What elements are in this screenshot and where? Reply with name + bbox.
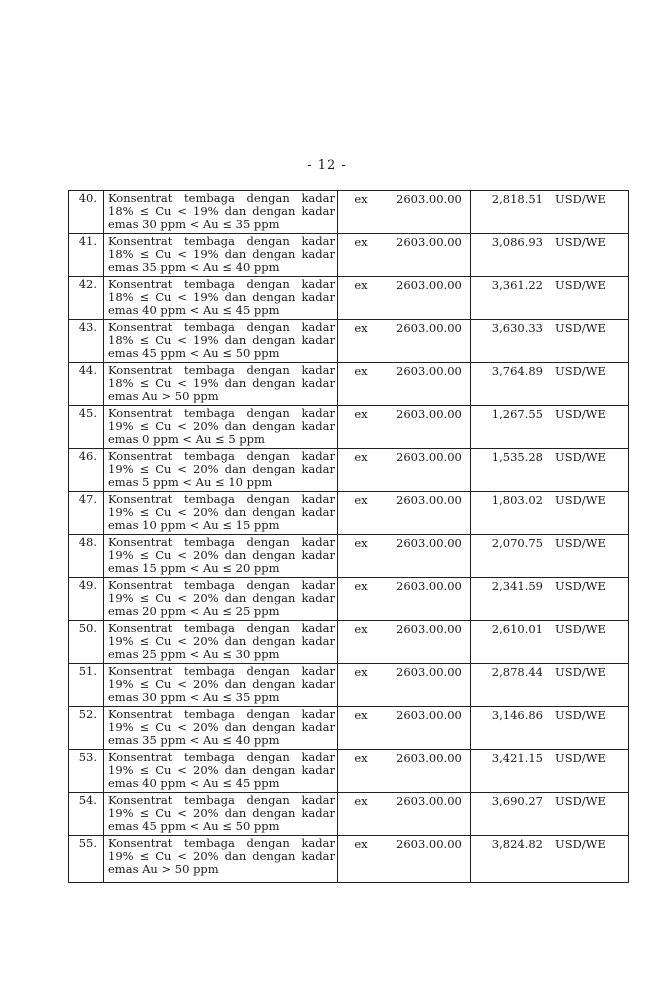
hs-code: 2603.00.00 [396, 665, 462, 679]
export-price-unit: USD/WE [555, 364, 606, 378]
hs-code: 2603.00.00 [396, 407, 462, 421]
export-price-cell [471, 535, 629, 578]
description-line-2: 19% ≤ Cu < 20% dan dengan kadar [108, 591, 335, 605]
ex-marker: ex [354, 364, 368, 378]
description-line-3: emas 20 ppm < Au ≤ 25 ppm [108, 604, 280, 618]
row-number: 54. [69, 793, 104, 836]
hs-code-cell [338, 406, 471, 449]
hs-code: 2603.00.00 [396, 493, 462, 507]
export-price-value: 1,803.02 [491, 493, 543, 507]
ex-marker: ex [354, 407, 368, 421]
description-line-1: Konsentrat tembaga dengan kadar [108, 664, 335, 678]
row-number: 53. [69, 750, 104, 793]
product-description [104, 707, 338, 750]
hs-code: 2603.00.00 [396, 708, 462, 722]
description-line-1: Konsentrat tembaga dengan kadar [108, 793, 335, 807]
description-line-3: emas Au > 50 ppm [108, 862, 219, 876]
description-line-2: 18% ≤ Cu < 19% dan dengan kadar [108, 290, 335, 304]
row-number: 45. [69, 406, 104, 449]
description-line-2: 19% ≤ Cu < 20% dan dengan kadar [108, 462, 335, 476]
table-row [69, 449, 629, 492]
description-line-2: 18% ≤ Cu < 19% dan dengan kadar [108, 333, 335, 347]
export-price-value: 2,818.51 [491, 192, 543, 206]
description-line-1: Konsentrat tembaga dengan kadar [108, 707, 335, 721]
table-row [69, 664, 629, 707]
row-number: 47. [69, 492, 104, 535]
description-line-3: emas 30 ppm < Au ≤ 35 ppm [108, 690, 280, 704]
hs-code: 2603.00.00 [396, 235, 462, 249]
product-description [104, 277, 338, 320]
hs-code-cell [338, 320, 471, 363]
export-price-cell [471, 449, 629, 492]
hs-code-cell [338, 750, 471, 793]
description-line-1: Konsentrat tembaga dengan kadar [108, 363, 335, 377]
description-line-3: emas 0 ppm < Au ≤ 5 ppm [108, 432, 265, 446]
description-line-3: emas 40 ppm < Au ≤ 45 ppm [108, 776, 280, 790]
ex-marker: ex [354, 192, 368, 206]
product-description [104, 234, 338, 277]
export-price-value: 3,824.82 [491, 837, 543, 851]
table-row [69, 836, 629, 883]
row-number: 48. [69, 535, 104, 578]
export-price-unit: USD/WE [555, 450, 606, 464]
export-price-cell [471, 191, 629, 234]
product-description [104, 621, 338, 664]
description-line-2: 18% ≤ Cu < 19% dan dengan kadar [108, 376, 335, 390]
export-price-cell [471, 277, 629, 320]
description-line-2: 19% ≤ Cu < 20% dan dengan kadar [108, 849, 335, 863]
product-description [104, 363, 338, 406]
table-row [69, 793, 629, 836]
description-line-1: Konsentrat tembaga dengan kadar [108, 406, 335, 420]
row-number: 40. [69, 191, 104, 234]
product-description [104, 492, 338, 535]
description-line-1: Konsentrat tembaga dengan kadar [108, 277, 335, 291]
product-description [104, 578, 338, 621]
hs-code: 2603.00.00 [396, 192, 462, 206]
description-line-1: Konsentrat tembaga dengan kadar [108, 492, 335, 506]
hs-code-cell [338, 621, 471, 664]
ex-marker: ex [354, 751, 368, 765]
row-number: 52. [69, 707, 104, 750]
description-line-3: emas 45 ppm < Au ≤ 50 ppm [108, 819, 280, 833]
description-line-2: 19% ≤ Cu < 20% dan dengan kadar [108, 634, 335, 648]
export-price-unit: USD/WE [555, 794, 606, 808]
export-price-value: 3,690.27 [491, 794, 543, 808]
export-price-unit: USD/WE [555, 192, 606, 206]
description-line-3: emas 35 ppm < Au ≤ 40 ppm [108, 733, 280, 747]
description-line-2: 19% ≤ Cu < 20% dan dengan kadar [108, 806, 335, 820]
hs-code: 2603.00.00 [396, 450, 462, 464]
page-number: - 12 - [307, 158, 347, 173]
export-price-cell [471, 406, 629, 449]
description-line-3: emas 40 ppm < Au ≤ 45 ppm [108, 303, 280, 317]
export-price-value: 1,535.28 [491, 450, 543, 464]
export-price-unit: USD/WE [555, 708, 606, 722]
product-description [104, 836, 338, 883]
export-price-value: 3,361.22 [491, 278, 543, 292]
description-line-3: emas 5 ppm < Au ≤ 10 ppm [108, 475, 273, 489]
export-price-unit: USD/WE [555, 493, 606, 507]
hs-code: 2603.00.00 [396, 321, 462, 335]
table-row [69, 277, 629, 320]
description-line-2: 19% ≤ Cu < 20% dan dengan kadar [108, 505, 335, 519]
hs-code-cell [338, 492, 471, 535]
export-price-unit: USD/WE [555, 665, 606, 679]
description-line-2: 19% ≤ Cu < 20% dan dengan kadar [108, 677, 335, 691]
export-price-cell [471, 492, 629, 535]
product-description [104, 191, 338, 234]
description-line-3: emas 25 ppm < Au ≤ 30 ppm [108, 647, 280, 661]
row-number: 49. [69, 578, 104, 621]
hs-code-cell [338, 191, 471, 234]
description-line-1: Konsentrat tembaga dengan kadar [108, 191, 335, 205]
description-line-2: 18% ≤ Cu < 19% dan dengan kadar [108, 247, 335, 261]
hs-code-cell [338, 836, 471, 883]
hs-code: 2603.00.00 [396, 622, 462, 636]
export-price-value: 3,630.33 [491, 321, 543, 335]
export-price-value: 3,421.15 [491, 751, 543, 765]
hs-code-cell [338, 234, 471, 277]
row-number: 42. [69, 277, 104, 320]
ex-marker: ex [354, 536, 368, 550]
ex-marker: ex [354, 579, 368, 593]
export-price-cell [471, 621, 629, 664]
hs-code: 2603.00.00 [396, 278, 462, 292]
ex-marker: ex [354, 622, 368, 636]
hs-code-cell [338, 449, 471, 492]
description-line-1: Konsentrat tembaga dengan kadar [108, 621, 335, 635]
export-price-unit: USD/WE [555, 579, 606, 593]
export-price-value: 3,764.89 [491, 364, 543, 378]
hs-code-cell [338, 664, 471, 707]
hs-code-cell [338, 535, 471, 578]
description-line-3: emas Au > 50 ppm [108, 389, 219, 403]
table-row [69, 406, 629, 449]
export-price-unit: USD/WE [555, 278, 606, 292]
table-row [69, 234, 629, 277]
description-line-3: emas 45 ppm < Au ≤ 50 ppm [108, 346, 280, 360]
description-line-3: emas 10 ppm < Au ≤ 15 ppm [108, 518, 280, 532]
table-row [69, 320, 629, 363]
ex-marker: ex [354, 278, 368, 292]
hs-code-cell [338, 363, 471, 406]
tariff-table-body [69, 191, 629, 883]
export-price-value: 3,086.93 [491, 235, 543, 249]
product-description [104, 535, 338, 578]
hs-code: 2603.00.00 [396, 794, 462, 808]
hs-code: 2603.00.00 [396, 837, 462, 851]
description-line-2: 19% ≤ Cu < 20% dan dengan kadar [108, 763, 335, 777]
table-row [69, 750, 629, 793]
export-price-unit: USD/WE [555, 407, 606, 421]
table-row [69, 621, 629, 664]
hs-code: 2603.00.00 [396, 751, 462, 765]
export-price-cell [471, 578, 629, 621]
description-line-3: emas 35 ppm < Au ≤ 40 ppm [108, 260, 280, 274]
table-row [69, 191, 629, 234]
export-price-value: 2,610.01 [491, 622, 543, 636]
hs-code: 2603.00.00 [396, 364, 462, 378]
export-price-unit: USD/WE [555, 751, 606, 765]
product-description [104, 406, 338, 449]
table-row [69, 492, 629, 535]
row-number: 55. [69, 836, 104, 883]
export-price-unit: USD/WE [555, 235, 606, 249]
product-description [104, 320, 338, 363]
description-line-2: 19% ≤ Cu < 20% dan dengan kadar [108, 419, 335, 433]
hs-code: 2603.00.00 [396, 536, 462, 550]
export-price-value: 2,341.59 [491, 579, 543, 593]
ex-marker: ex [354, 235, 368, 249]
description-line-3: emas 15 ppm < Au ≤ 20 ppm [108, 561, 280, 575]
product-description [104, 449, 338, 492]
description-line-1: Konsentrat tembaga dengan kadar [108, 449, 335, 463]
ex-marker: ex [354, 708, 368, 722]
export-price-unit: USD/WE [555, 837, 606, 851]
export-price-cell [471, 234, 629, 277]
hs-code-cell [338, 707, 471, 750]
hs-code-cell [338, 277, 471, 320]
export-price-cell [471, 320, 629, 363]
description-line-1: Konsentrat tembaga dengan kadar [108, 836, 335, 850]
row-number: 44. [69, 363, 104, 406]
table-row [69, 707, 629, 750]
row-number: 46. [69, 449, 104, 492]
export-price-cell [471, 363, 629, 406]
description-line-1: Konsentrat tembaga dengan kadar [108, 578, 335, 592]
hs-code-cell [338, 793, 471, 836]
export-price-cell [471, 664, 629, 707]
product-description [104, 793, 338, 836]
export-price-unit: USD/WE [555, 536, 606, 550]
table-row [69, 535, 629, 578]
export-price-value: 2,070.75 [491, 536, 543, 550]
export-price-cell [471, 707, 629, 750]
row-number: 50. [69, 621, 104, 664]
ex-marker: ex [354, 321, 368, 335]
description-line-3: emas 30 ppm < Au ≤ 35 ppm [108, 217, 280, 231]
export-price-cell [471, 750, 629, 793]
description-line-1: Konsentrat tembaga dengan kadar [108, 320, 335, 334]
description-line-1: Konsentrat tembaga dengan kadar [108, 535, 335, 549]
product-description [104, 664, 338, 707]
export-price-cell [471, 836, 629, 883]
export-price-value: 1,267.55 [491, 407, 543, 421]
description-line-1: Konsentrat tembaga dengan kadar [108, 234, 335, 248]
description-line-1: Konsentrat tembaga dengan kadar [108, 750, 335, 764]
description-line-2: 18% ≤ Cu < 19% dan dengan kadar [108, 204, 335, 218]
table-row [69, 363, 629, 406]
export-price-unit: USD/WE [555, 321, 606, 335]
ex-marker: ex [354, 794, 368, 808]
hs-code: 2603.00.00 [396, 579, 462, 593]
export-price-value: 2,878.44 [491, 665, 543, 679]
ex-marker: ex [354, 493, 368, 507]
ex-marker: ex [354, 837, 368, 851]
ex-marker: ex [354, 450, 368, 464]
hs-code-cell [338, 578, 471, 621]
export-price-unit: USD/WE [555, 622, 606, 636]
description-line-2: 19% ≤ Cu < 20% dan dengan kadar [108, 548, 335, 562]
export-price-value: 3,146.86 [491, 708, 543, 722]
row-number: 41. [69, 234, 104, 277]
row-number: 51. [69, 664, 104, 707]
row-number: 43. [69, 320, 104, 363]
description-line-2: 19% ≤ Cu < 20% dan dengan kadar [108, 720, 335, 734]
table-row [69, 578, 629, 621]
tariff-table [68, 190, 629, 883]
product-description [104, 750, 338, 793]
export-price-cell [471, 793, 629, 836]
ex-marker: ex [354, 665, 368, 679]
